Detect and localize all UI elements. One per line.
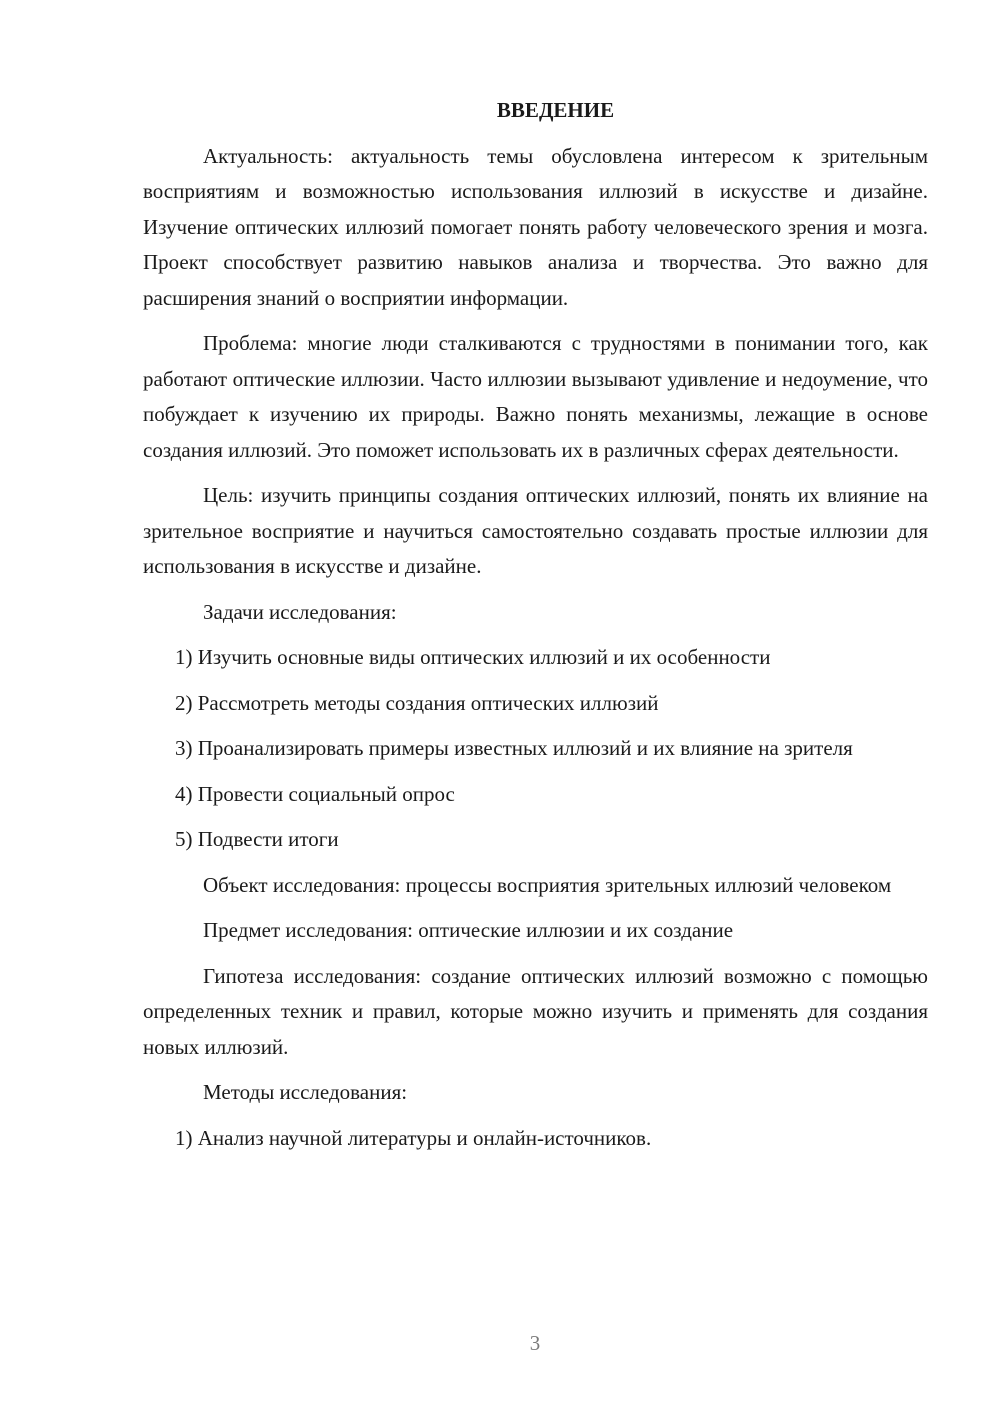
task-item: 2) Рассмотреть методы создания оптических иллюзий (175, 690, 659, 715)
method-item: 1) Анализ научной литературы и онлайн-источников. (175, 1125, 652, 1150)
object-paragraph: Объект исследования: процессы восприятия зрительных иллюзий человеком (203, 872, 892, 897)
methods-heading: Методы исследования: (203, 1080, 408, 1104)
task-item: 3) Проанализировать примеры известных иллюзий и их влияние на зрителя (175, 736, 853, 760)
page-content (143, 93, 928, 1166)
task-item: 4) Провести социальный опрос (175, 781, 455, 806)
section-title: ВВЕДЕНИЕ (496, 98, 615, 122)
page-number: 3 (529, 1331, 541, 1355)
tasks-heading: Задачи исследования: (203, 599, 397, 624)
task-item: 5) Подвести итоги (175, 827, 339, 851)
goal-paragraph: Цель: изучить принципы создания оптических иллюзий, понять их влияние на зрительное восприятие и научиться самостоятельно создавать простые иллюзии для использования в искусстве и дизайне. (143, 483, 928, 578)
hypothesis-paragraph: Гипотеза исследования: создание оптических иллюзий возможно с помощью определенных техник и правил, которые можно изучить и применять для создания новых иллюзий. (143, 963, 928, 1059)
problem-paragraph: Проблема: многие люди сталкиваются с трудностями в понимании того, как работают оптические иллюзии. Часто иллюзии вызывают удивление и недоумение, что побуждает к изучению их природы. Важно понять механизмы, лежащие в основе создания иллюзий. Это поможет использовать их в различных сферах деятельности. (143, 331, 928, 462)
relevance-paragraph: Актуальность: актуальность темы обусловлена интересом к зрительным восприятиям и возможностью использования иллюзий в искусстве и дизайне. Изучение оптических иллюзий помогает понять работу человеческого зрения и мозга. Проект способствует развитию навыков анализа и творчества. Это важно для расширения знаний о восприятии информации. (143, 143, 928, 310)
task-item: 1) Изучить основные виды оптических иллюзий и их особенности (175, 645, 771, 669)
subject-paragraph: Предмет исследования: оптические иллюзии и их создание (203, 918, 734, 942)
